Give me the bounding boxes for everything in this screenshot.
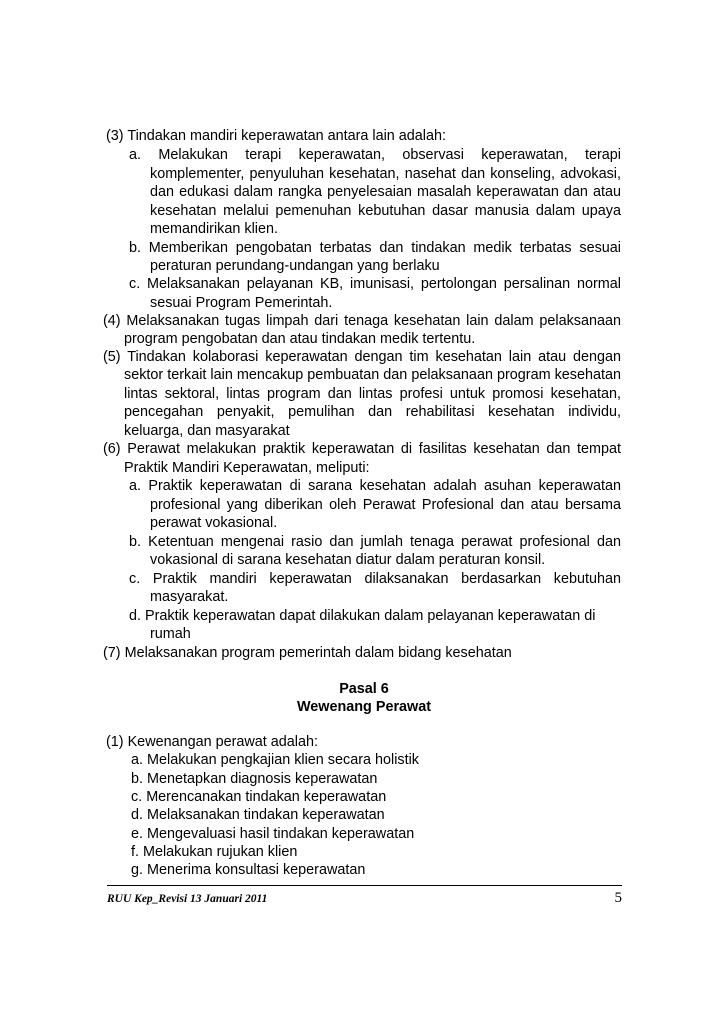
clause-7: (7) Melaksanakan program pemerintah dalam bidang kesehatan <box>103 645 512 661</box>
clause-5-line: lintas sektoral, lintas program dan lintas profesi untuk promosi kesehatan, <box>124 386 621 402</box>
footer-document-label: RUU Kep_Revisi 13 Januari 2011 <box>107 893 268 905</box>
clause-5-line: sektor terkait lain mencakup pembuatan dan pelaksanaan program kesehatan <box>124 367 621 383</box>
clause-6d-line: d. Praktik keperawatan dapat dilakukan dalam pelayanan keperawatan di <box>129 608 596 624</box>
authority-item: g. Menerima konsultasi keperawatan <box>131 862 366 878</box>
clause-3b-line: b. Memberikan pengobatan terbatas dan tindakan medik terbatas sesuai <box>129 240 621 256</box>
page-number: 5 <box>614 890 622 906</box>
clause-4-line: (4) Melaksanakan tugas limpah dari tenaga kesehatan lain dalam pelaksanaan <box>103 313 621 329</box>
clause-5-line: keluarga, dan masyarakat <box>124 423 290 439</box>
clause-3a-line: dan edukasi dalam rangka penyelesaian masalah keperawatan dan atau <box>150 184 621 200</box>
clause-6d-line: rumah <box>150 626 191 642</box>
clause-3b-line: peraturan perundang-undangan yang berlaku <box>150 258 440 274</box>
clause-6-line: Praktik Mandiri Keperawatan, meliputi: <box>124 460 370 476</box>
clause-6c-line: masyarakat. <box>150 589 229 605</box>
clause-3-heading: (3) Tindakan mandiri keperawatan antara lain adalah: <box>106 128 446 144</box>
authority-item: d. Melaksanakan tindakan keperawatan <box>131 807 385 823</box>
clause-6-line: (6) Perawat melakukan praktik keperawatan di fasilitas kesehatan dan tempat <box>103 441 621 457</box>
clause-3c-line: sesuai Program Pemerintah. <box>150 295 333 311</box>
clause-6a-line: profesional yang diberikan oleh Perawat Profesional dan atau bersama <box>150 497 621 513</box>
authority-item: a. Melakukan pengkajian klien secara holistik <box>131 752 419 768</box>
authority-item: c. Merencanakan tindakan keperawatan <box>131 789 387 805</box>
pasal-title: Wewenang Perawat <box>296 699 432 715</box>
pasal-number: Pasal 6 <box>339 681 389 697</box>
clause-6b-line: vokasional di sarana kesehatan diatur dalam peraturan konsil. <box>150 552 546 568</box>
authority-item: f. Melakukan rujukan klien <box>131 844 298 860</box>
footer-divider <box>107 885 622 886</box>
clause-3a-line: kesehatan melalui pemenuhan kebutuhan dasar manusia dalam upaya <box>150 203 621 219</box>
authority-heading: (1) Kewenangan perawat adalah: <box>106 734 319 750</box>
clause-3a-line: memandirikan klien. <box>150 221 278 237</box>
clause-6c-line: c. Praktik mandiri keperawatan dilaksanakan berdasarkan kebutuhan <box>129 571 621 587</box>
clause-5-line: pencegahan penyakit, pemulihan dan rehabilitasi kesehatan individu, <box>124 404 621 420</box>
clause-3c-line: c. Melaksanakan pelayanan KB, imunisasi, pertolongan persalinan normal <box>129 276 621 292</box>
authority-item: b. Menetapkan diagnosis keperawatan <box>131 771 378 787</box>
clause-3a-line: komplementer, penyuluhan kesehatan, nasehat dan konseling, advokasi, <box>150 166 621 182</box>
clause-5-line: (5) Tindakan kolaborasi keperawatan dengan tim kesehatan lain atau dengan <box>103 349 621 365</box>
authority-item: e. Mengevaluasi hasil tindakan keperawatan <box>131 826 415 842</box>
clause-6a-line: perawat vokasional. <box>150 515 278 531</box>
clause-6a-line: a. Praktik keperawatan di sarana kesehatan adalah asuhan keperawatan <box>129 478 621 494</box>
clause-3a-line: a. Melakukan terapi keperawatan, observasi keperawatan, terapi <box>129 147 621 163</box>
clause-4-line: program pengobatan dan atau tindakan medik tertentu. <box>124 331 476 347</box>
clause-6b-line: b. Ketentuan mengenai rasio dan jumlah tenaga perawat profesional dan <box>129 534 621 550</box>
